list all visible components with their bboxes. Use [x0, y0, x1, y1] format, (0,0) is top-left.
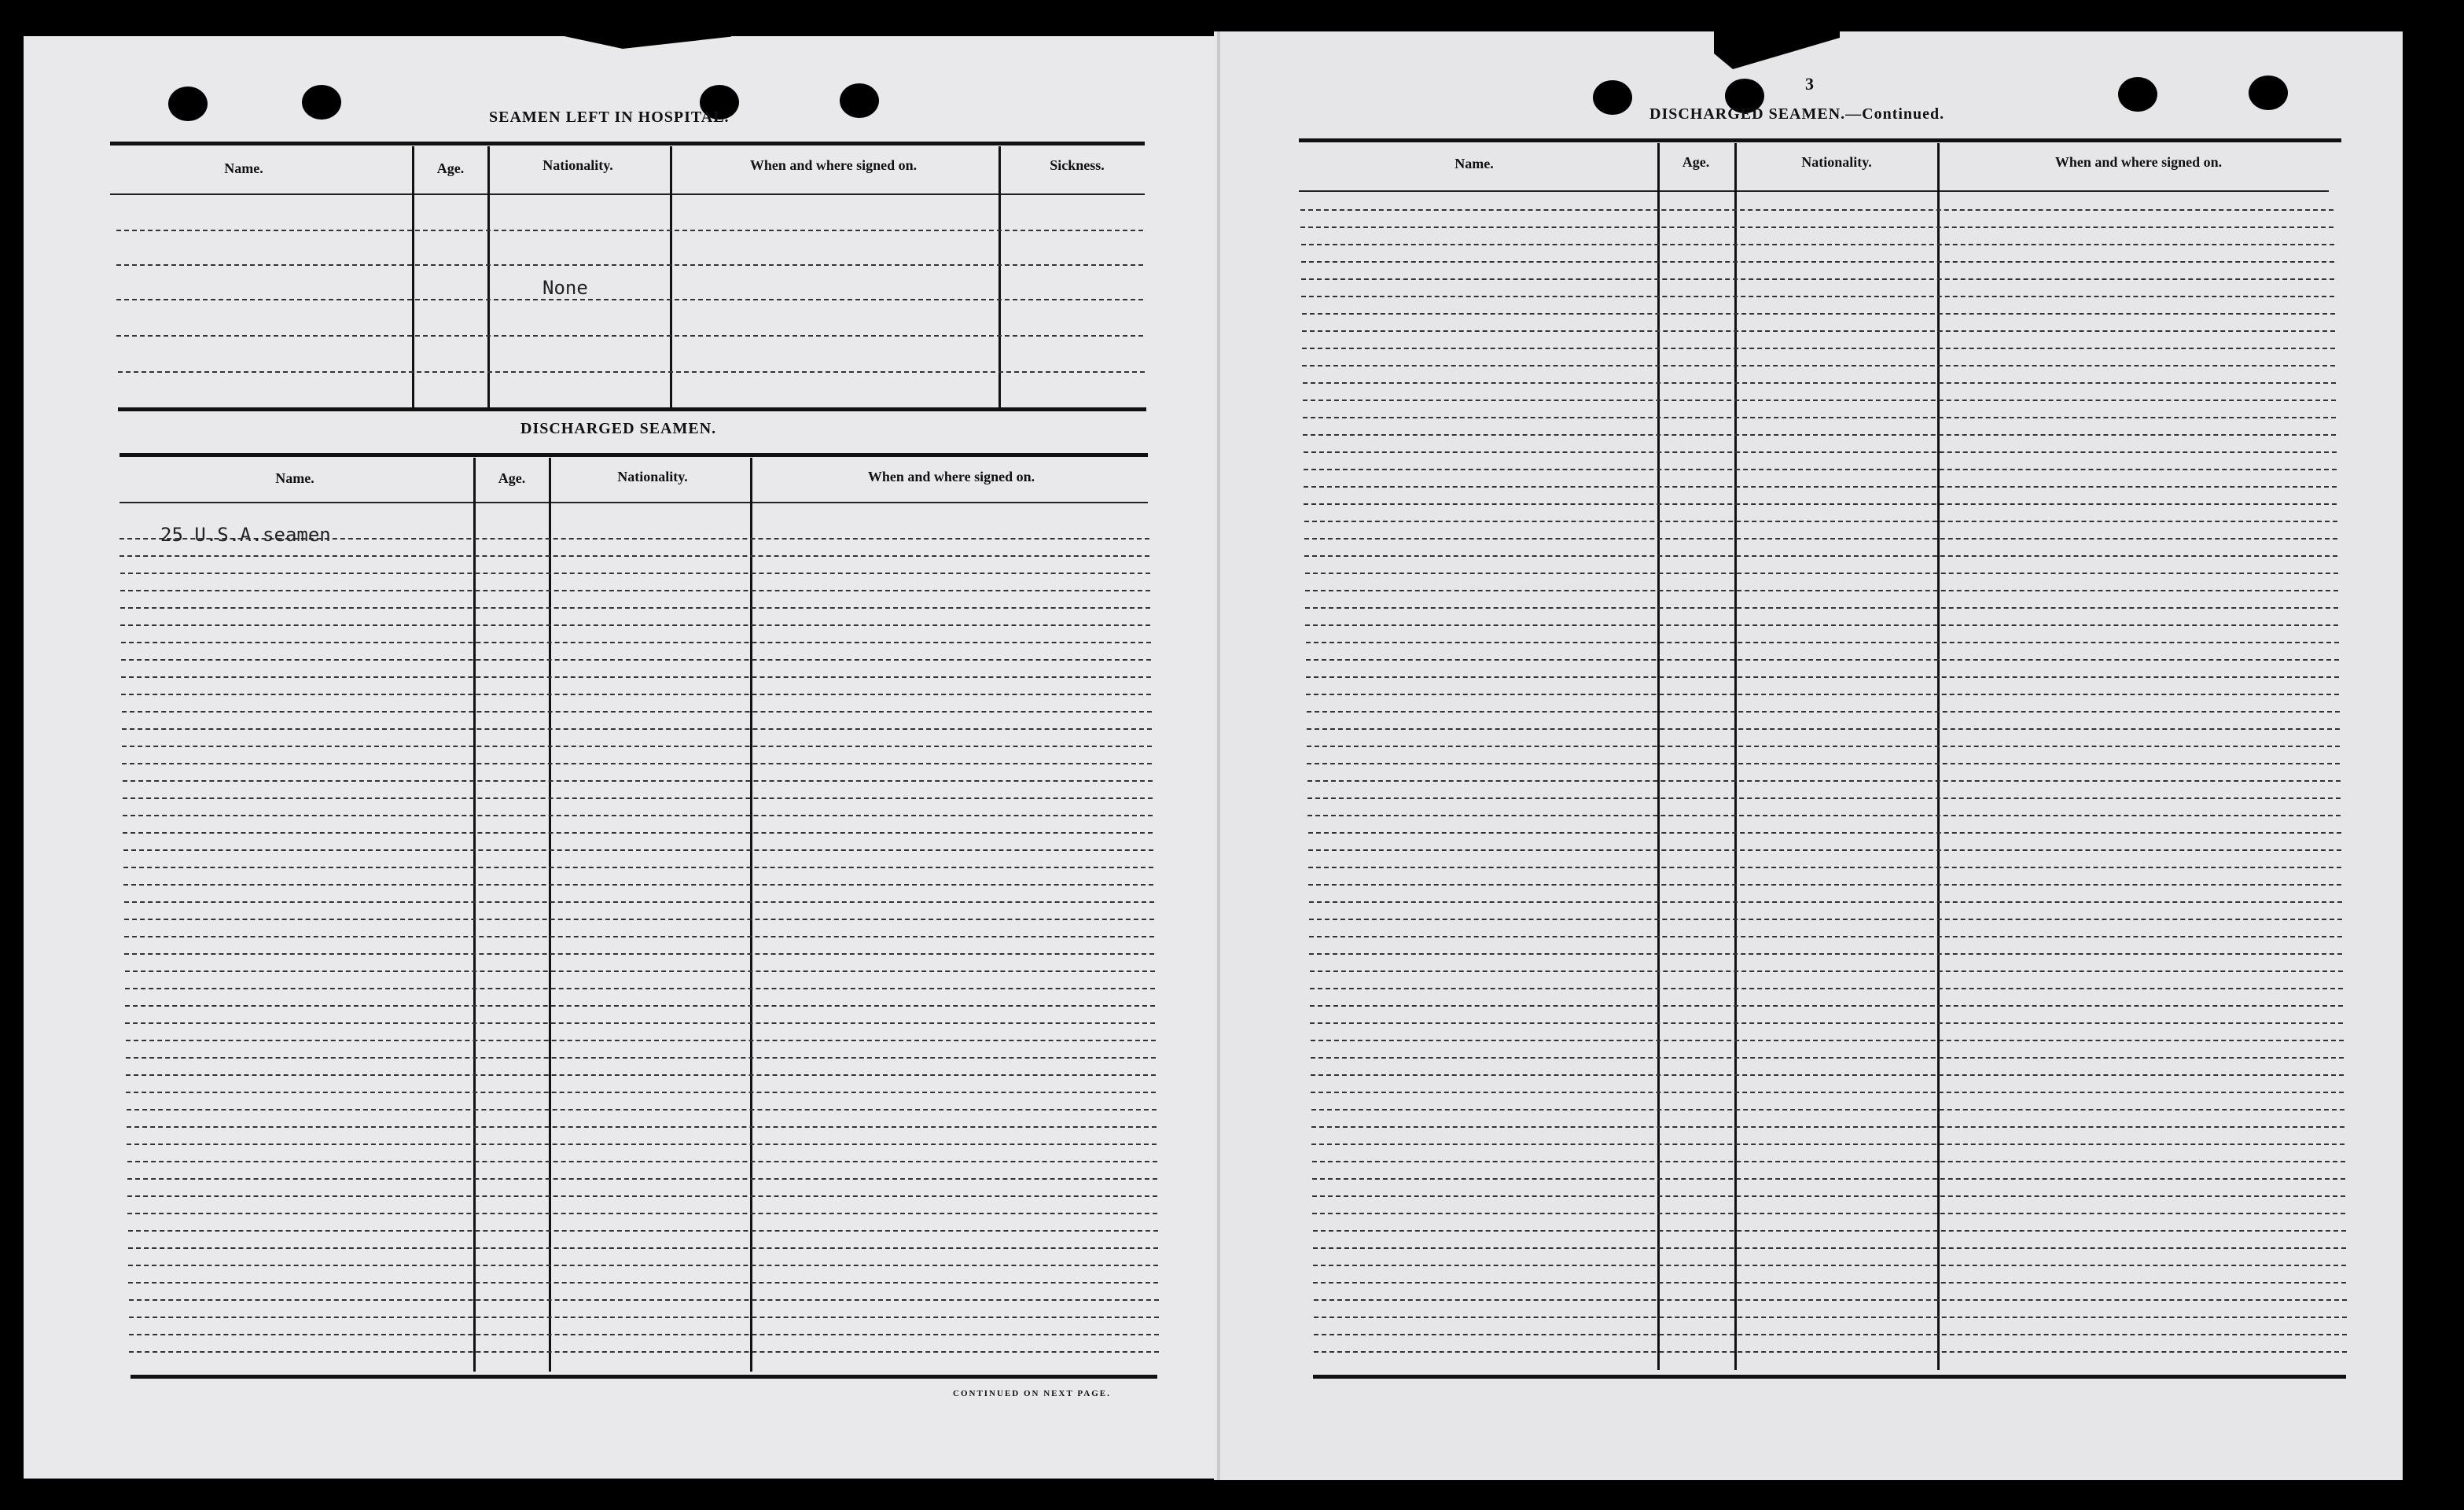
discharged-top-rule	[120, 453, 1148, 457]
hospital-row-line	[116, 299, 1143, 300]
discharged-row-line	[124, 953, 1154, 955]
discharged-header-nationality: Nationality.	[617, 469, 688, 484]
continued-row-line	[1312, 1178, 2345, 1180]
continued-row-line	[1309, 953, 2342, 955]
left-page	[24, 36, 1231, 1479]
page-fold	[1217, 31, 1220, 1480]
continued-row-line	[1306, 694, 2339, 695]
continued-row-line	[1304, 538, 2337, 540]
discharged-row-line	[122, 763, 1152, 764]
continued-row-line	[1310, 1005, 2343, 1007]
discharged-row-line	[123, 832, 1153, 834]
discharged-row-line	[127, 1178, 1157, 1180]
hospital-header-name: Name.	[224, 160, 263, 176]
punch-hole	[302, 85, 341, 120]
continued-row-line	[1311, 1092, 2344, 1093]
continued-row-line	[1314, 1317, 2347, 1318]
hospital-header-signed-on: When and where signed on.	[749, 157, 918, 173]
continued-row-line	[1301, 296, 2334, 297]
punch-hole	[2118, 77, 2157, 112]
continued-row-line	[1302, 313, 2335, 315]
continued-row-line	[1305, 607, 2338, 609]
discharged-row-line	[120, 573, 1150, 574]
discharged-row-line	[121, 659, 1151, 661]
continued-row-line	[1302, 348, 2335, 349]
discharged-col-divider	[473, 458, 476, 1372]
hospital-bottom-rule	[118, 407, 1146, 411]
continued-row-line	[1306, 676, 2339, 678]
continued-row-line	[1302, 365, 2335, 366]
punch-hole	[168, 87, 208, 121]
continued-row-line	[1308, 849, 2341, 851]
discharged-header-name: Name.	[275, 470, 314, 486]
hospital-header-rule	[110, 193, 1145, 195]
continued-section-title: DISCHARGED SEAMEN.—Continued.	[1649, 105, 1945, 123]
continued-col-divider	[1937, 143, 1940, 1370]
discharged-row-line	[121, 642, 1151, 643]
continued-header-age: Age.	[1682, 154, 1710, 170]
continued-row-line	[1307, 746, 2340, 747]
discharged-header-age: Age.	[498, 470, 526, 486]
continued-row-line	[1311, 1109, 2344, 1110]
discharged-row-line	[125, 1005, 1155, 1007]
continued-header-rule	[1299, 190, 2329, 192]
continued-row-line	[1309, 919, 2342, 920]
discharged-row-line	[127, 1109, 1157, 1110]
continued-row-line	[1314, 1334, 2347, 1335]
discharged-row-line	[120, 607, 1150, 609]
continued-row-line	[1309, 936, 2342, 937]
continued-header-name: Name.	[1454, 156, 1494, 171]
continued-row-line	[1308, 884, 2341, 886]
discharged-row-line	[122, 728, 1152, 730]
discharged-row-line	[126, 1074, 1156, 1076]
discharged-section-title: DISCHARGED SEAMEN.	[520, 420, 717, 437]
continued-row-line	[1303, 400, 2336, 401]
discharged-bottom-rule	[131, 1375, 1157, 1379]
continued-row-line	[1307, 711, 2340, 713]
discharged-row-line	[129, 1299, 1159, 1301]
right-page	[1214, 31, 2403, 1480]
hospital-col-divider	[487, 146, 490, 407]
hospital-header-nationality: Nationality.	[542, 157, 613, 173]
continued-row-line	[1300, 209, 2333, 211]
continued-row-line	[1304, 503, 2337, 505]
discharged-header-signed-on: When and where signed on.	[867, 469, 1035, 484]
hospital-row-line	[118, 371, 1145, 373]
continued-row-line	[1307, 797, 2341, 799]
discharged-row-line	[127, 1161, 1157, 1162]
discharged-row-line	[125, 988, 1155, 989]
continued-row-line	[1301, 278, 2334, 280]
hospital-row-line	[116, 335, 1143, 337]
continued-row-line	[1304, 451, 2337, 453]
hospital-row-line	[116, 230, 1143, 231]
continued-row-line	[1306, 659, 2339, 661]
hospital-section-title: SEAMEN LEFT IN HOSPITAL.	[489, 109, 730, 126]
discharged-row-line	[127, 1195, 1157, 1197]
continued-bottom-rule	[1313, 1375, 2346, 1379]
discharged-row-line	[123, 884, 1153, 886]
discharged-row-line	[121, 694, 1151, 695]
continued-row-line	[1312, 1161, 2345, 1162]
discharged-entry-seamen: 25 U.S.A.seamen	[160, 524, 331, 546]
discharged-row-line	[128, 1265, 1158, 1266]
continued-top-rule	[1299, 138, 2341, 142]
punch-hole	[2249, 76, 2288, 110]
continued-header-nationality: Nationality.	[1801, 154, 1872, 170]
discharged-row-line	[123, 867, 1153, 868]
discharged-col-divider	[549, 458, 551, 1372]
discharged-row-line	[126, 1040, 1156, 1041]
discharged-row-line	[129, 1317, 1159, 1318]
continued-row-line	[1304, 555, 2337, 557]
discharged-row-line	[120, 624, 1150, 626]
discharged-row-line	[121, 676, 1151, 678]
continued-row-line	[1305, 590, 2338, 591]
continued-row-line	[1305, 624, 2338, 626]
continued-row-line	[1313, 1247, 2346, 1249]
continued-row-line	[1303, 382, 2336, 384]
continued-row-line	[1307, 728, 2340, 730]
continued-col-divider	[1657, 143, 1660, 1370]
continued-row-line	[1307, 815, 2341, 816]
continued-row-line	[1303, 417, 2336, 418]
hospital-header-age: Age.	[436, 160, 465, 176]
discharged-row-line	[123, 849, 1153, 851]
continued-row-line	[1314, 1299, 2347, 1301]
discharged-row-line	[129, 1334, 1159, 1335]
punch-hole	[840, 83, 879, 118]
discharged-row-line	[123, 797, 1153, 799]
continued-row-line	[1302, 330, 2335, 332]
discharged-row-line	[125, 1022, 1155, 1024]
continued-row-line	[1301, 244, 2334, 245]
discharged-row-line	[129, 1351, 1159, 1353]
continued-row-line	[1301, 261, 2334, 263]
continued-row-line	[1304, 521, 2337, 522]
continued-row-line	[1308, 832, 2341, 834]
continued-row-line	[1313, 1265, 2346, 1266]
continued-row-line	[1312, 1195, 2345, 1197]
discharged-row-line	[126, 1092, 1156, 1093]
continued-row-line	[1307, 763, 2340, 764]
continued-row-line	[1310, 988, 2343, 989]
continued-row-line	[1300, 226, 2333, 228]
discharged-row-line	[128, 1282, 1158, 1284]
discharged-col-divider	[750, 458, 752, 1372]
continued-row-line	[1306, 642, 2339, 643]
discharged-row-line	[124, 936, 1154, 937]
continued-row-line	[1313, 1230, 2346, 1232]
continued-row-line	[1304, 486, 2337, 488]
hospital-entry-none: None	[542, 277, 588, 299]
hospital-col-divider	[670, 146, 672, 407]
continued-row-line	[1311, 1040, 2344, 1041]
continued-row-line	[1311, 1126, 2344, 1128]
continued-col-divider	[1734, 143, 1737, 1370]
continued-header-signed-on: When and where signed on.	[2054, 154, 2223, 170]
discharged-row-line	[127, 1144, 1157, 1145]
discharged-row-line	[128, 1230, 1158, 1232]
discharged-row-line	[123, 815, 1153, 816]
punch-hole	[1593, 80, 1632, 115]
hospital-row-line	[116, 264, 1143, 266]
continued-row-line	[1310, 970, 2343, 972]
continued-row-line	[1311, 1057, 2344, 1059]
continued-row-line	[1310, 1022, 2343, 1024]
continued-footer: CONTINUED ON NEXT PAGE.	[953, 1389, 1111, 1398]
hospital-col-divider	[412, 146, 414, 407]
discharged-row-line	[127, 1213, 1157, 1214]
hospital-top-rule	[110, 142, 1145, 145]
continued-row-line	[1304, 469, 2337, 470]
continued-row-line	[1311, 1074, 2344, 1076]
continued-row-line	[1309, 901, 2342, 903]
discharged-row-line	[124, 901, 1154, 903]
page-number: 3	[1805, 74, 1814, 94]
continued-row-line	[1305, 573, 2338, 574]
discharged-row-line	[122, 746, 1152, 747]
discharged-row-line	[122, 711, 1152, 713]
continued-row-line	[1311, 1144, 2344, 1145]
continued-row-line	[1303, 434, 2336, 436]
discharged-row-line	[128, 1247, 1158, 1249]
continued-row-line	[1308, 867, 2341, 868]
hospital-col-divider	[998, 146, 1001, 407]
discharged-row-line	[124, 919, 1154, 920]
discharged-row-line	[125, 970, 1155, 972]
continued-row-line	[1307, 780, 2341, 782]
discharged-row-line	[126, 1057, 1156, 1059]
discharged-row-line	[120, 555, 1149, 557]
discharged-row-line	[120, 590, 1150, 591]
continued-row-line	[1314, 1351, 2347, 1353]
continued-row-line	[1312, 1213, 2345, 1214]
continued-row-line	[1313, 1282, 2346, 1284]
discharged-row-line	[123, 780, 1153, 782]
hospital-header-sickness: Sickness.	[1050, 157, 1105, 173]
discharged-row-line	[127, 1126, 1157, 1128]
discharged-header-rule	[120, 502, 1148, 503]
